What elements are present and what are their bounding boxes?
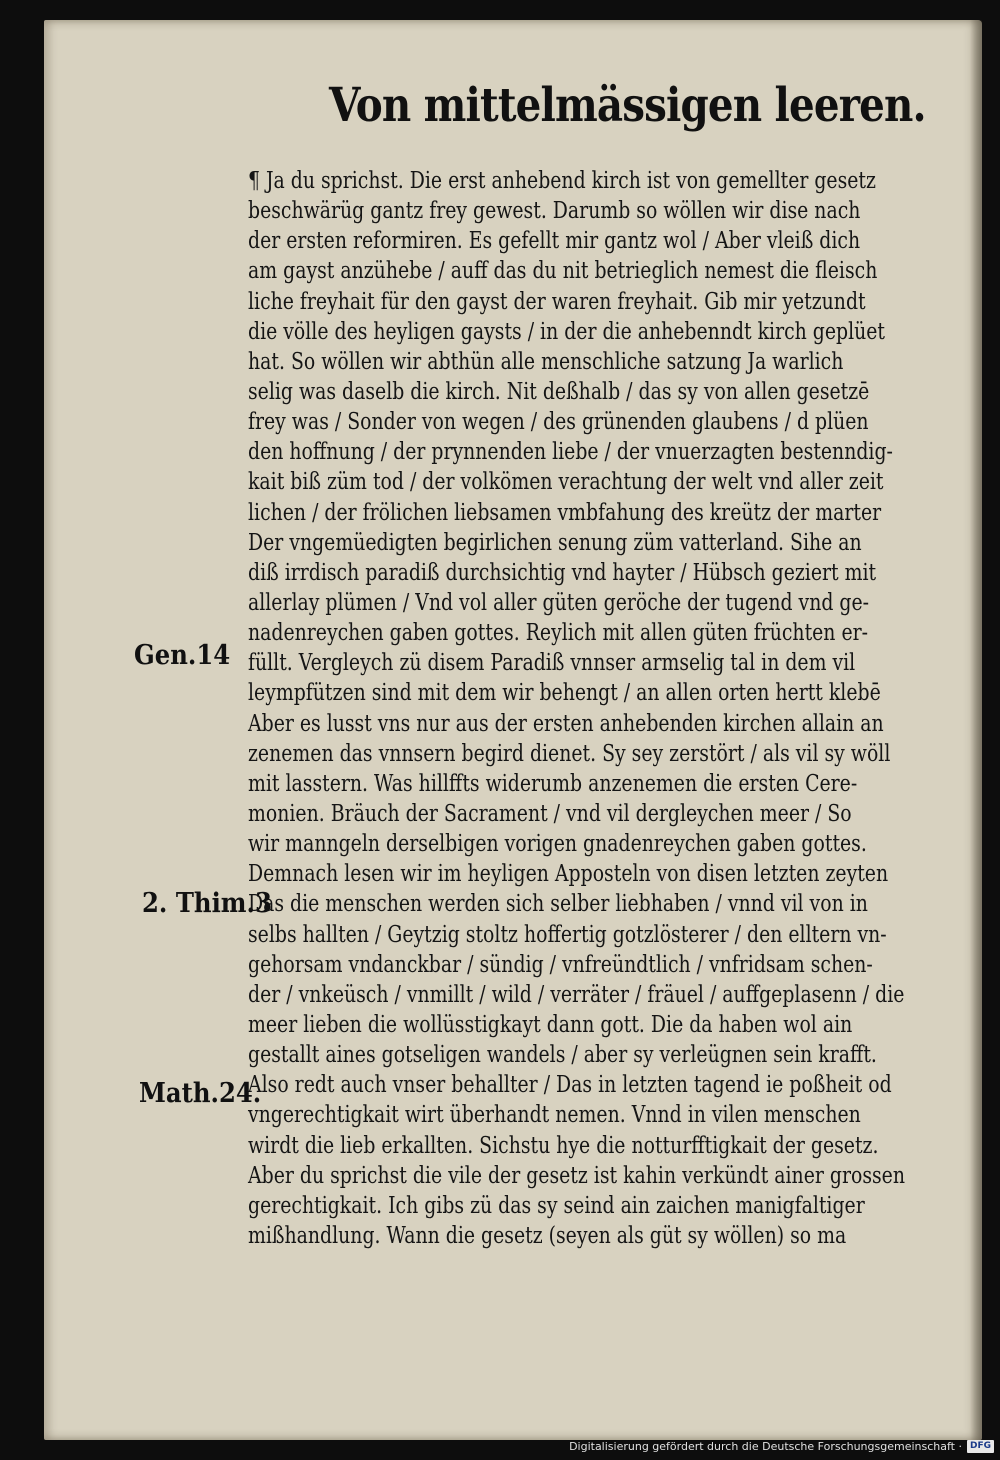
text-line: beschwärüg gantz frey gewest. Darumb so wöllen wir dise nach (248, 198, 861, 225)
text-line: kait biß züm tod / der volkömen verachtung der welt vnd aller zeit (248, 469, 884, 496)
page-heading: Von mittelmässigen leeren. (329, 78, 926, 133)
funding-credit (569, 1440, 994, 1453)
text-line: Der vngemüedigten begirlichen senung züm vatterland. Sihe an (248, 529, 862, 556)
text-line: meer lieben die wollüsstigkayt dann gott. Die da haben wol ain (248, 1011, 853, 1038)
text-line: frey was / Sonder von wegen / des grünenden glaubens / d plüen (248, 409, 869, 436)
body-text (248, 166, 998, 1251)
text-line: gestallt aines gotseligen wandels / aber sy verleügnen sein krafft. (248, 1042, 877, 1069)
text-line: den hoffnung / der prynnenden liebe / der vnuerzagten bestenndig- (248, 439, 893, 466)
text-line: Das die menschen werden sich selber liebhaben / vnnd vil von in (248, 891, 868, 918)
text-line: vngerechtigkait wirt überhandt nemen. Vnnd in vilen menschen (248, 1102, 861, 1129)
text-line: ¶ Ja du sprichst. Die erst anhebend kirch ist von gemellter gesetz (248, 168, 876, 194)
text-line: hat. So wöllen wir abthün alle menschliche satzung Ja warlich (248, 348, 844, 375)
text-line: liche freyhait für den gayst der waren freyhait. Gib mir yetzundt (248, 288, 866, 315)
text-line: wirdt die lieb erkallten. Sichstu hye die notturfftigkait der gesetz. (248, 1132, 879, 1159)
text-line: nadenreychen gaben gottes. Reylich mit allen güten früchten er- (248, 620, 868, 647)
text-line: selbs hallten / Geytzig stoltz hoffertig gotzlösterer / den elltern vn- (248, 921, 887, 948)
text-line: mit lasstern. Was hillffts widerumb anzenemen die ersten Cere- (248, 770, 858, 797)
text-line: leympfützen sind mit dem wir behengt / an allen orten hertt klebē (248, 680, 881, 707)
text-line: Aber es lusst vns nur aus der ersten anhebenden kirchen allain an (248, 710, 884, 737)
text-line: diß irrdisch paradiß durchsichtig vnd hayter / Hübsch geziert mit (248, 559, 877, 586)
text-line: die völle des heyligen gaysts / in der die anhebenndt kirch geplüet (248, 318, 886, 345)
text-line: Demnach lesen wir im heyligen Apposteln von disen letzten zeyten (248, 861, 889, 888)
text-line: Aber du sprichst die vile der gesetz ist kahin verkündt ainer grossen (248, 1162, 905, 1189)
text-line: gehorsam vndanckbar / sündig / vnfreündtlich / vnfridsam schen- (248, 951, 873, 978)
text-line: am gayst anzühebe / auff das du nit betrieglich nemest die fleisch (248, 258, 878, 285)
text-line: zenemen das vnnsern begird dienet. Sy sey zerstört / als vil sy wöll (248, 740, 891, 767)
text-line: gerechtigkait. Ich gibs zü das sy seind ain zaichen manigfaltiger (248, 1192, 865, 1219)
text-line: monien. Bräuch der Sacrament / vnd vil dergleychen meer / So (248, 800, 852, 827)
text-line: Also redt auch vnser behallter / Das in letzten tagend ie poßheit od (248, 1072, 892, 1099)
text-line: wir manngeln derselbigen vorigen gnadenreychen gaben gottes. (248, 831, 867, 858)
text-line: selig was daselb die kirch. Nit deßhalb / das sy von allen gesetzē (248, 378, 870, 405)
dfg-logo: DFG (967, 1440, 994, 1453)
text-line: mißhandlung. Wann die gesetz (seyen als güt sy wöllen) so ma (248, 1222, 847, 1249)
margin-note: Math.24. (139, 1078, 262, 1109)
book-page (44, 20, 982, 1440)
margin-note: Gen.14 (134, 640, 231, 671)
text-line: der / vnkeüsch / vnmillt / wild / verräter / fräuel / auffgeplasenn / die (248, 981, 905, 1008)
text-line: der ersten reformiren. Es gefellt mir gantz wol / Aber vleiß dich (248, 228, 861, 255)
margin-note: 2. Thim.3 (142, 888, 272, 919)
text-line: lichen / der frölichen liebsamen vmbfahung des kreütz der marter (248, 499, 882, 526)
funding-credit-text: Digitalisierung gefördert durch die Deutsche Forschungsgemeinschaft · (569, 1440, 962, 1453)
text-line: allerlay plümen / Vnd vol aller güten geröche der tugend vnd ge- (248, 589, 870, 616)
text-line: füllt. Vergleych zü disem Paradiß vnnser armselig tal in dem vil (248, 650, 856, 677)
